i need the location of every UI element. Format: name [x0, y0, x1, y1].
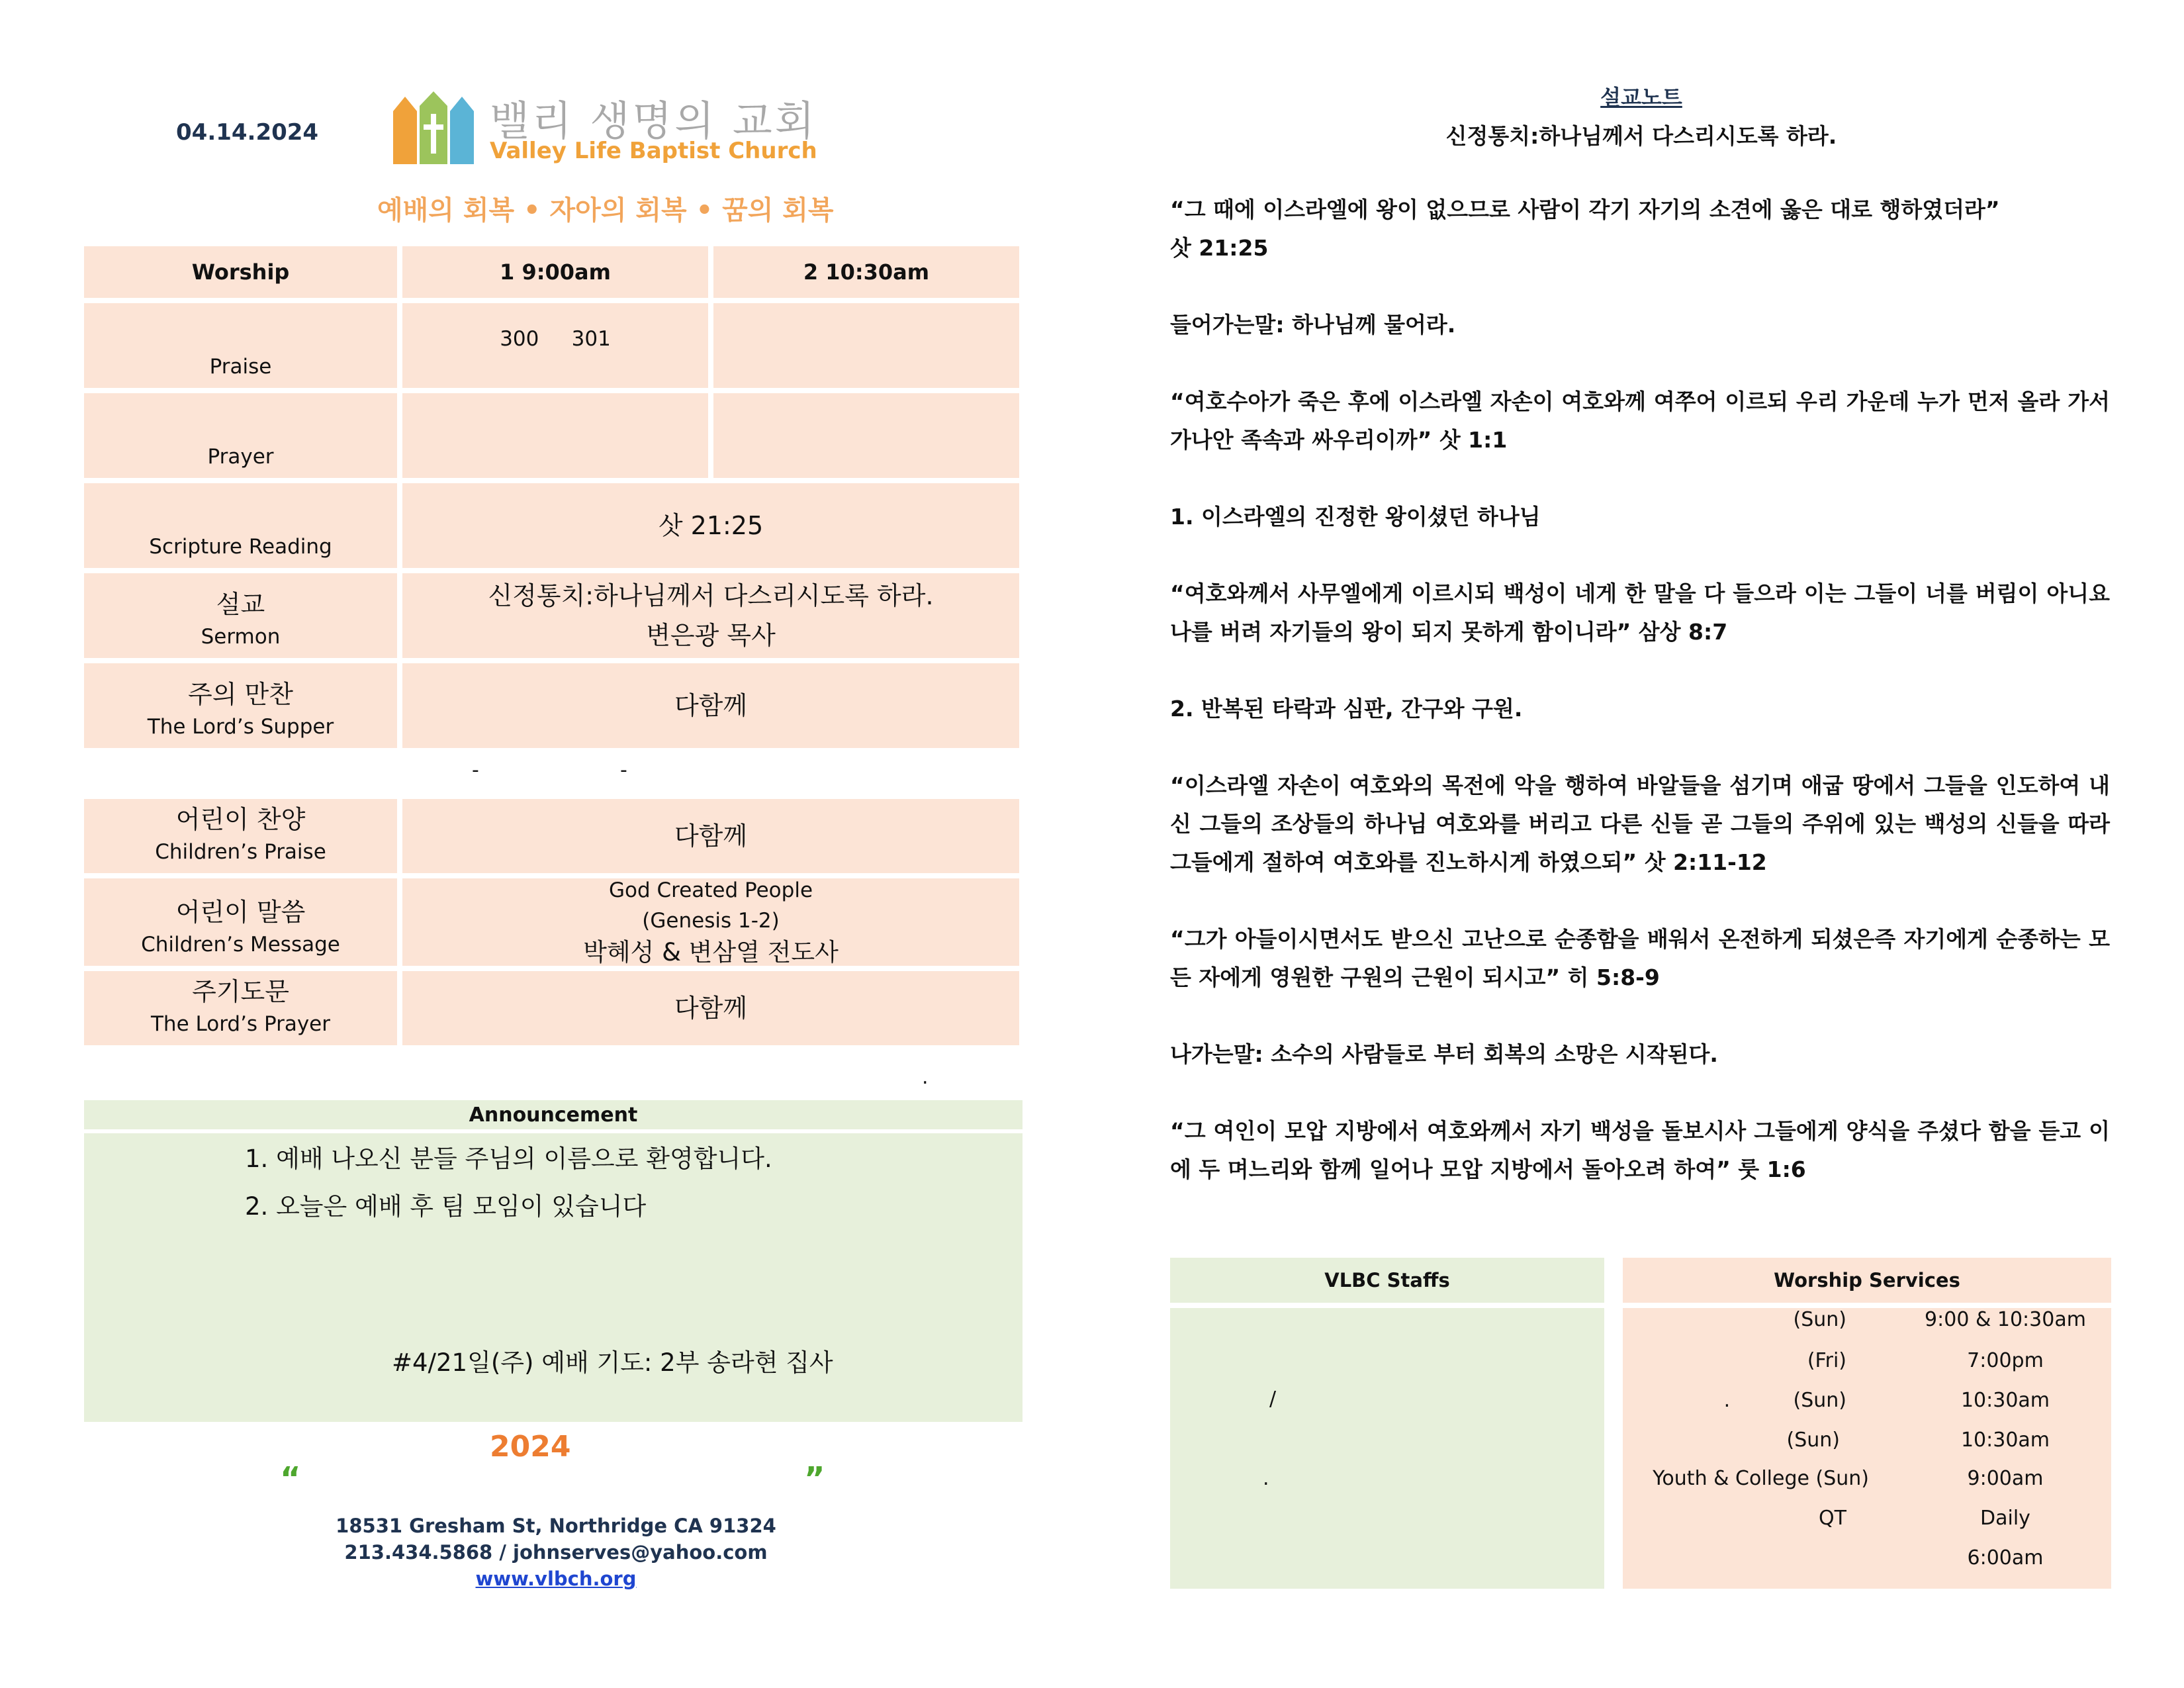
announcement-item: 2. 오늘은 예배 후 팀 모임이 있습니다 — [245, 1192, 647, 1221]
notes-paragraph-1: “그 때에 이스라엘에 왕이 없으므로 사람이 각기 자기의 소견에 옳은 대로 행하였더라” 삿 21:25 — [1170, 197, 2000, 261]
church-name-english: Valley Life Baptist Church — [490, 138, 817, 164]
notes-paragraph-6: “그 여인이 모압 지방에서 여호와께서 자기 백성을 돌보시사 그들에게 양식을 주셨다 함을 듣고 이에 두 며느리와 함께 일어나 모압 지방에서 돌아오려 하여” 룻 1:6 — [1170, 1118, 2110, 1182]
sermon-label: 설교 Sermon — [84, 573, 397, 658]
worship-header-label: Worship — [84, 246, 397, 298]
service-name: QT — [1819, 1507, 1846, 1530]
notes-outro: 나가는말: 소수의 사람들로 부터 회복의 소망은 시작된다. — [1170, 1041, 1718, 1067]
sermon-notes-title: 설교노트 — [1600, 85, 1682, 110]
children-praise-value: 다함께 — [402, 799, 1019, 873]
children-message-label: 어린이 말씀 Children’s Message — [84, 878, 397, 966]
prayer-label: Prayer — [84, 393, 397, 478]
footer-website-row — [225, 1568, 887, 1590]
service-name: . (Sun) — [1723, 1389, 1846, 1412]
services-body — [1623, 1308, 2111, 1589]
worship-header-second-service: 2 10:30am — [713, 246, 1019, 298]
staffs-mark: / — [1269, 1387, 1277, 1411]
staffs-mark: . — [1263, 1467, 1269, 1490]
notes-paragraph-4: “이스라엘 자손이 여호와의 목전에 악을 행하여 바알들을 섬기며 애굽 땅에서 그들을 인도하여 내신 그들의 조상들의 하나님 여호와를 버리고 다른 신들 곧 그들의 주위에 있는 백성의 신들을 따라 그들에게 절하여 여호와를 진노하시게 하였으되” 삿 2:11-12 — [1170, 773, 2110, 875]
staffs-body — [1170, 1308, 1604, 1589]
service-name: Youth & College (Sun) — [1653, 1467, 1869, 1490]
sermon-preacher: 변은광 목사 — [646, 621, 776, 650]
service-time: 7:00pm — [1967, 1349, 2044, 1372]
service-time: 9:00am — [1967, 1467, 2044, 1490]
notes-paragraph-2: “여호수아가 죽은 후에 이스라엘 자손이 여호와께 여쭈어 이르되 우리 가운데 누가 먼저 올라 가서 가나안 족속과 싸우리이까” 삿 1:1 — [1170, 389, 2110, 453]
footer-close-quote: ” — [804, 1460, 825, 1497]
children-message-value: God Created People (Genesis 1-2) 박혜성 & 변삼열 전도사 — [402, 878, 1019, 966]
separator-left: - — [472, 759, 479, 782]
children-praise-label: 어린이 찬양 Children’s Praise — [84, 799, 397, 873]
slogan: 예배의 회복 • 자아의 회복 • 꿈의 회복 — [377, 195, 834, 226]
service-time: 9:00 & 10:30am — [1925, 1308, 2086, 1331]
sermon-title: 신정통치:하나님께서 다스리시도록 하라. — [488, 581, 934, 610]
footer-address: 18531 Gresham St, Northridge CA 91324 — [336, 1515, 776, 1537]
staffs-title: VLBC Staffs — [1170, 1258, 1604, 1303]
church-logo-icon — [390, 91, 477, 164]
footer-contact: 213.434.5868 / johnserves@yahoo.com — [344, 1541, 768, 1564]
separator-right: - — [620, 759, 627, 782]
footer-open-quote: “ — [280, 1460, 301, 1497]
announcement-item: 1. 예배 나오신 분들 주님의 이름으로 환영합니다. — [245, 1145, 772, 1173]
service-time: Daily — [1980, 1507, 2030, 1530]
lords-supper-label: 주의 만찬 The Lord’s Supper — [84, 663, 397, 748]
bulletin-date: 04.14.2024 — [176, 119, 319, 146]
footer-year: 2024 — [490, 1430, 571, 1464]
announcement-body — [84, 1133, 1023, 1422]
praise-hymns-second — [713, 303, 1019, 388]
service-time: 10:30am — [1960, 1429, 2050, 1452]
scripture-value: 삿 21:25 — [402, 483, 1019, 568]
announcement-note: #4/21일(주) 예배 기도: 2부 송라현 집사 — [392, 1348, 833, 1377]
dot-mark: . — [922, 1066, 929, 1089]
website-link[interactable]: www.vlbch.org — [475, 1568, 637, 1590]
sermon-notes-subtitle: 신정통치:하나님께서 다스리시도록 하라. — [1445, 123, 1837, 149]
service-name: (Sun) — [1793, 1308, 1846, 1331]
lords-prayer-label: 주기도문 The Lord’s Prayer — [84, 971, 397, 1045]
service-time: 10:30am — [1960, 1389, 2050, 1412]
notes-intro: 들어가는말: 하나님께 물어라. — [1170, 312, 1456, 338]
praise-label: Praise — [84, 303, 397, 388]
lords-prayer-value: 다함께 — [402, 971, 1019, 1045]
services-title: Worship Services — [1623, 1258, 2111, 1303]
notes-paragraph-5: “그가 아들이시면서도 받으신 고난으로 순종함을 배워서 온전하게 되셨은즉 자기에게 순종하는 모든 자에게 영원한 구원의 근원이 되시고” 히 5:8-9 — [1170, 926, 2110, 990]
church-name-korean: 밸리 생명의 교회 — [490, 97, 817, 145]
service-time: 6:00am — [1967, 1546, 2044, 1570]
prayer-first — [402, 393, 708, 478]
sermon-value — [402, 573, 1019, 658]
notes-paragraph-3: “여호와께서 사무엘에게 이르시되 백성이 네게 한 말을 다 들으라 이는 그들이 너를 버림이 아니요 나를 버려 자기들의 왕이 되지 못하게 함이니라” 삼상 8:7 — [1170, 581, 2110, 645]
praise-hymns-first: 300 301 — [402, 303, 708, 388]
lords-supper-value: 다함께 — [402, 663, 1019, 748]
prayer-second — [713, 393, 1019, 478]
announcement-title: Announcement — [84, 1100, 1023, 1129]
scripture-label: Scripture Reading — [84, 483, 397, 568]
service-name: (Sun) — [1786, 1429, 1840, 1452]
notes-point-2: 2. 반복된 타락과 심판, 간구와 구원. — [1170, 696, 1523, 722]
worship-header-first-service: 1 9:00am — [402, 246, 708, 298]
notes-point-1: 1. 이스라엘의 진정한 왕이셨던 하나님 — [1170, 504, 1541, 530]
service-name: (Fri) — [1807, 1349, 1846, 1372]
